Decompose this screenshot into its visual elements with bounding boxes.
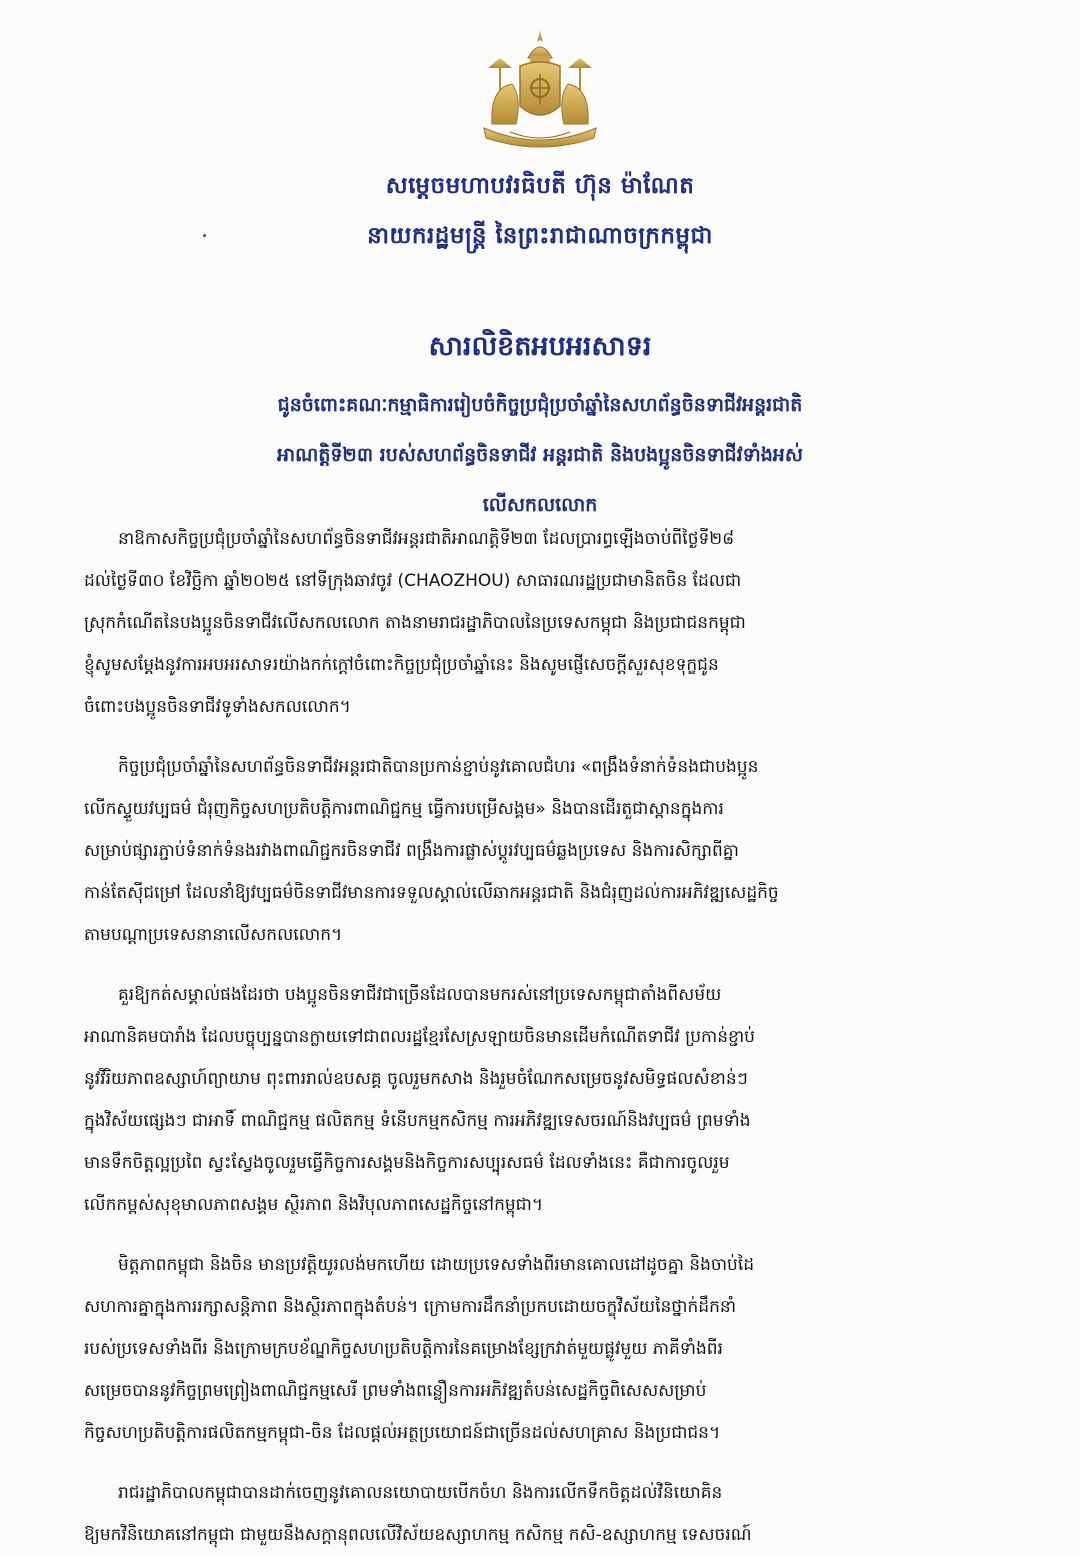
text-line: គួរឱ្យកត់សម្គាល់ផងដែរថា បងប្អូនចិនទាជីវជាច្រើនដែលបានមករស់នៅប្រទេសកម្ពុជាតាំងពីសម័យ xyxy=(118,985,722,1005)
text-line: ក្នុងវិស័យផ្សេងៗ ជាអាទិ៍ ពាណិជ្ជកម្ម ផលិតកម្ម ទំនើបកម្មកសិកម្ម ការអភិវឌ្ឍទេសចរណ៍និងវប្បធម៌ ព្រមទាំង xyxy=(84,1111,751,1131)
text-line: លើកស្ទួយវប្បធម៌ ជំរុញកិច្ចសហប្រតិបត្តិការពាណិជ្ជកម្ម ធ្វើការបម្រើសង្គម» និងបានដើរតួជាស្ពានក្នុងការ xyxy=(84,799,724,819)
text-line: កិច្ចសហប្រតិបត្តិការផលិតកម្មកម្ពុជា-ចិន ដែលផ្តល់អត្ថប្រយោជន៍ជាច្រើនដល់សហគ្រាស និងប្រជាជន។ xyxy=(84,1423,721,1443)
text-line: មិត្តភាពកម្ពុជា និងចិន មានប្រវត្តិយូរលង់មកហើយ ដោយប្រទេសទាំងពីរមានគោលដៅដូចគ្នា និងចាប់ដៃ xyxy=(118,1255,755,1275)
letter-body xyxy=(84,518,1020,1556)
text-line: សហការគ្នាក្នុងការរក្សាសន្តិភាព និងស្ថិរភាពក្នុងតំបន់។ ក្រោមការដឹកនាំប្រកបដោយចក្ខុវិស័យនៃថ្នាក់ដឹកនាំ xyxy=(84,1297,737,1317)
paragraph-2 xyxy=(84,746,1020,956)
paragraph-1 xyxy=(84,518,1020,728)
subtitle-line: អាណត្តិទី២៣ របស់សហព័ន្ធចិនទាជីវ អន្តរជាតិ និងបងប្អូនចិនទាជីវទាំងអស់ xyxy=(277,444,803,466)
text-line: សម្រាប់ផ្សារភ្ជាប់ទំនាក់ទំនងរវាងពាណិជ្ជករចិនទាជីវ ពង្រឹងការផ្លាស់ប្តូរវប្បធម៌ឆ្លងប្រទេស និងការសិក្សាពីគ្នា xyxy=(84,841,739,861)
text-line: តាមបណ្តាប្រទេសនានាលើសកលលោក។ xyxy=(84,925,343,945)
issuer-position: នាយករដ្ឋមន្ត្រី នៃព្រះរាជាណាចក្រកម្ពុជា xyxy=(367,223,713,249)
text-line: នាឱកាសកិច្ចប្រជុំប្រចាំឆ្នាំនៃសហព័ន្ធចិនទាជីវអន្តរជាតិអាណត្តិទី២៣ ដែលប្រារព្ធឡើងចាប់ពីថ្ងៃទី២៨ xyxy=(118,529,735,549)
letter-title: សារលិខិតអបអរសាទរ xyxy=(428,331,652,362)
text-line: លើកកម្ពស់សុខុមាលភាពសង្គម ស្ថិរភាព និងវិបុលភាពសេដ្ឋកិច្ចនៅកម្ពុជា។ xyxy=(84,1195,544,1215)
text-line: សម្រេចបាននូវកិច្ចព្រមព្រៀងពាណិជ្ជកម្មសេរី ព្រមទាំងពន្លឿនការអភិវឌ្ឍតំបន់សេដ្ឋកិច្ចពិសេសសម្រាប់ xyxy=(84,1381,707,1401)
text-line: មានទឹកចិត្តល្អប្រពៃ ស្វះស្វែងចូលរួមធ្វើកិច្ចការសង្គមនិងកិច្ចការសប្បុរសធម៌ ដែលទាំងនេះ គឺជាការចូលរួម xyxy=(84,1153,730,1173)
text-line: កិច្ចប្រជុំប្រចាំឆ្នាំនៃសហព័ន្ធចិនទាជីវអន្តរជាតិបានប្រកាន់ខ្ជាប់នូវគោលជំហរ «ពង្រឹងទំនាក់ទំនងជាបងប្អូន xyxy=(118,757,759,777)
text-line: អាណានិគមបារាំង ដែលបច្ចុប្បន្នបានក្លាយទៅជាពលរដ្ឋខ្មែរសែស្រឡាយចិនមានដើមកំណើតទាជីវ ប្រកាន់ខ្ជាប់ xyxy=(84,1027,755,1047)
text-line: រាជរដ្ឋាភិបាលកម្ពុជាបានដាក់ចេញនូវគោលនយោបាយបើកចំហ និងការលើកទឹកចិត្តដល់វិនិយោគិន xyxy=(118,1483,723,1503)
royal-emblem-icon xyxy=(470,28,610,156)
issuer-name: សម្តេចមហាបវរធិបតី ហ៊ុន ម៉ាណែត xyxy=(385,173,695,199)
text-line: ចំពោះបងប្អូនចិនទាជីវទូទាំងសកលលោក។ xyxy=(84,697,351,717)
text-line: នូវវិរិយភាពឧស្សាហ៍ព្យាយាម ពុះពាររាល់ឧបសគ្គ ចូលរួមកសាង និងរួមចំណែកសម្រេចនូវសមិទ្ធផលសំខាន់ៗ xyxy=(84,1069,748,1089)
paragraph-3 xyxy=(84,974,1020,1226)
text-line: ឱ្យមកវិនិយោគនៅកម្ពុជា ជាមួយនឹងសក្តានុពលលើវិស័យឧស្សាហកម្ម កសិកម្ម កសិ-ឧស្សាហកម្ម ទេសចរណ៍ xyxy=(84,1525,752,1545)
text-line: ស្រុកកំណើតនៃបងប្អូនចិនទាជីវលើសកលលោក តាងនាមរាជរដ្ឋាភិបាលនៃប្រទេសកម្ពុជា និងប្រជាជនកម្ពុជា xyxy=(84,613,746,633)
letter-subtitle xyxy=(110,380,970,530)
paragraph-4 xyxy=(84,1244,1020,1454)
subtitle-line: ជូនចំពោះគណៈកម្មាធិការរៀបចំកិច្ចប្រជុំប្រចាំឆ្នាំនៃសហព័ន្ធចិនទាជីវអន្តរជាតិ xyxy=(277,394,803,416)
text-line: កាន់តែស៊ីជម្រៅ ដែលនាំឱ្យវប្បធម៌ចិនទាជីវមានការទទួលស្គាល់លើឆាកអន្តរជាតិ និងជំរុញដល់ការអភិវឌ្ឍសេដ្ឋកិច្ច xyxy=(84,883,779,903)
scan-speck xyxy=(203,234,206,237)
text-line: ខ្ញុំសូមសម្តែងនូវការអបអរសាទរយ៉ាងកក់ក្តៅចំពោះកិច្ចប្រជុំប្រចាំឆ្នាំនេះ និងសូមផ្ញើសេចក្តីសួរសុខទុក្ខជូន xyxy=(84,655,719,675)
text-line: ដល់ថ្ងៃទី៣០ ខែវិច្ឆិកា ឆ្នាំ២០២៥ នៅទីក្រុងឆាវចូវ (CHAOZHOU) សាធារណរដ្ឋប្រជាមានិតចិន ដែលជា xyxy=(84,571,742,591)
text-line: របស់ប្រទេសទាំងពីរ និងក្រោមក្របខ័ណ្ឌកិច្ចសហប្រតិបត្តិការនៃគម្រោងខ្សែក្រវាត់មួយផ្លូវមួយ ភាគីទាំងពីរ xyxy=(84,1339,723,1359)
subtitle-line: លើសកលលោក xyxy=(482,494,598,516)
paragraph-5 xyxy=(84,1472,1020,1556)
